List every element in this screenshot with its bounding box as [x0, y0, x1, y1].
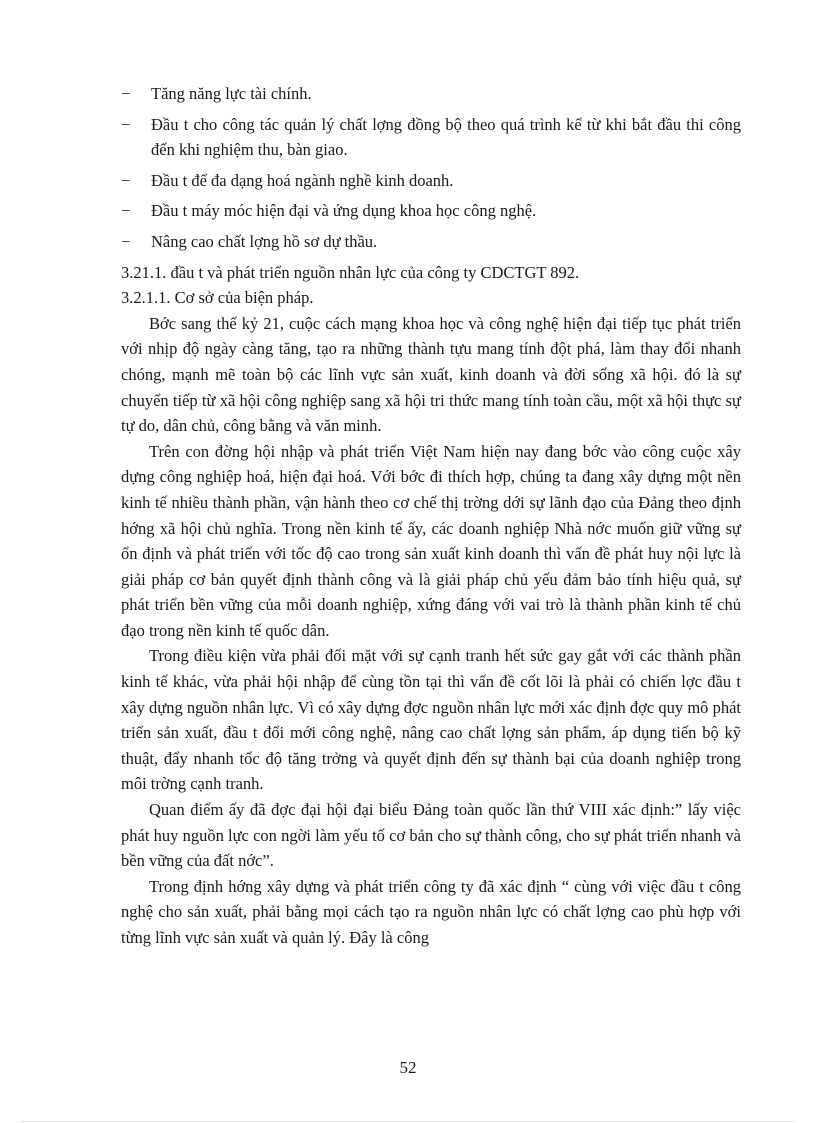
body-paragraph: Bớc sang thế kỷ 21, cuộc cách mạng khoa học và công nghệ hiện đại tiếp tục phát triển với nhịp độ ngày càng tăng, tạo ra những thành tựu mang tính đột phá, làm thay đổi nhanh chóng, mạnh mẽ toàn bộ các lĩnh vực sản xuất, kinh doanh và đời sống xã hội. đó là sự chuyển tiếp từ xã hội công nghiệp sang xã hội tri thức mang tính toàn cầu, một xã hội thực sự tự do, dân chủ, công bằng và văn minh.	[121, 313, 741, 436]
bullet-text: Đầu t để đa dạng hoá ngành nghề kinh doanh.	[151, 170, 454, 190]
bullet-item	[121, 168, 741, 194]
body-paragraph: Trên con đờng hội nhập và phát triển Việt Nam hiện nay đang bớc vào công cuộc xây dựng công nghiệp hoá, hiện đại hoá. Với bớc đi thích hợp, chúng ta đang xây dựng một nền kinh tế nhiều thành phần, vận hành theo cơ chế thị trờng dới sự lãnh đạo của Đảng theo định hớng xã hội chủ nghĩa. Trong nền kinh tế ấy, các doanh nghiệp Nhà nớc muốn giữ vững sự ổn định và phát triển với tốc độ cao trong sản xuất kinh doanh thì vấn đề phát huy nội lực là giải pháp cơ bản quyết định thành công và là giải pháp chủ yếu đảm bảo tính hiệu quả, sự phát triển bền vững của mỗi doanh nghiệp, xứng đáng với vai trò là thành phần kinh tế chủ đạo trong nền kinh tế quốc dân.	[121, 441, 741, 640]
bullet-text: Tăng năng lực tài chính.	[151, 84, 312, 103]
dash-marker: −	[121, 170, 131, 190]
bullet-item	[121, 81, 741, 107]
bullet-text: Đầu t máy móc hiện đại và ứng dụng khoa học công nghệ.	[151, 201, 537, 221]
dash-marker: −	[121, 114, 131, 134]
page-body	[121, 81, 741, 951]
bullet-text: Nâng cao chất lợng hồ sơ dự thầu.	[151, 231, 378, 251]
bullet-text: Đầu t cho công tác quản lý chất lợng đồng bộ theo quá trình kể từ khi bắt đầu thi công đến khi nghiệm thu, bàn giao.	[151, 114, 741, 160]
body-paragraph: Quan điểm ấy đã đợc đại hội đại biểu Đảng toàn quốc lần thứ VIII xác định:” lấy việc phát huy nguồn lực con ngời làm yếu tố cơ bản cho sự thành công, cho sự phát triển nhanh và bền vững của đất nớc”.	[121, 800, 741, 871]
bullet-item	[121, 198, 741, 224]
subsection-heading: 3.2.1.1. Cơ sở của biện pháp.	[121, 288, 314, 308]
body-paragraph: Trong định hớng xây dựng và phát triển công ty đã xác định “ cùng với việc đầu t công nghệ cho sản xuất, phải bằng mọi cách tạo ra nguồn nhân lực có chất lợng cao phù hợp với từng lĩnh vực sản xuất và quản lý. Đây là công	[121, 876, 741, 947]
body-paragraph: Trong điều kiện vừa phải đối mặt với sự cạnh tranh hết sức gay gắt với các thành phần kinh tế khác, vừa phải hội nhập để cùng tồn tại thì vấn đề cốt lõi là phải có chiến lợc đầu t xây dựng nguồn nhân lực. Vì có xây dựng đợc nguồn nhân lực mới xác định đợc quy mô phát triển sản xuất, đầu t đổi mới công nghệ, nâng cao chất lợng sản phẩm, áp dụng tiến bộ kỹ thuật, đẩy nhanh tốc độ tăng trởng và quyết định đến sự thành bại của doanh nghiệp trong môi trờng cạnh tranh.	[121, 646, 741, 794]
dash-marker: −	[121, 84, 131, 103]
dash-marker: −	[121, 201, 131, 221]
dash-marker: −	[121, 231, 131, 251]
bullet-item	[121, 112, 741, 163]
section-heading: 3.21.1. đầu t và phát triển nguồn nhân lực của công ty CDCTGT 892.	[121, 262, 580, 282]
page-bottom-rule	[22, 1121, 794, 1122]
bullet-item	[121, 229, 741, 255]
page-number: 52	[399, 1058, 417, 1077]
